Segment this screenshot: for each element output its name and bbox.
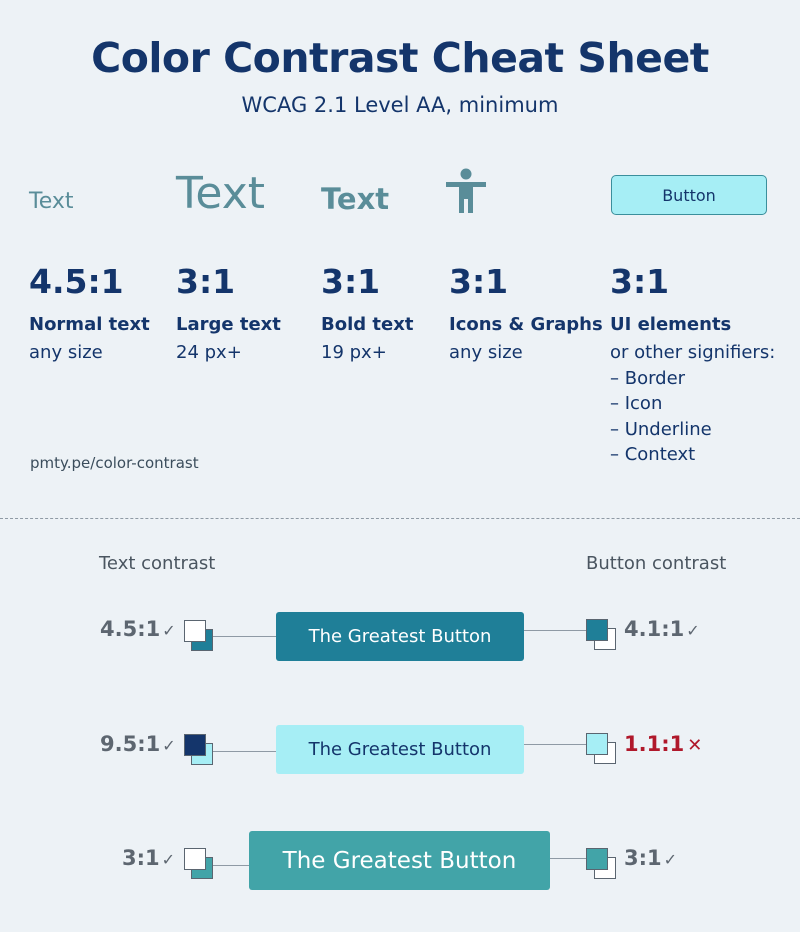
text-ratio-value: 4.5:1 — [100, 617, 161, 641]
sample-button[interactable]: Button — [611, 175, 767, 215]
button-ratio-row-3 — [624, 846, 677, 870]
accessibility-person-icon — [445, 168, 487, 214]
desc-ui-elements — [610, 340, 775, 468]
connector-line — [213, 751, 276, 752]
text-ratio-value: 3:1 — [122, 846, 160, 870]
connector-line — [524, 630, 586, 631]
desc-normal-text: any size — [29, 342, 103, 363]
desc-ui-elements-intro: or other signifiers: — [610, 342, 776, 363]
list-item: – Context — [610, 444, 696, 465]
swatch-text — [184, 620, 206, 642]
swatch-button — [586, 848, 608, 870]
sample-large-text: Text — [176, 168, 265, 219]
text-ratio-value: 9.5:1 — [100, 732, 161, 756]
cross-icon: ✕ — [687, 735, 703, 756]
swatch-button — [586, 733, 608, 755]
text-ratio-row-1 — [100, 617, 176, 641]
greatest-button-light[interactable]: The Greatest Button — [276, 725, 524, 774]
category-bold-text: Bold text — [321, 314, 414, 335]
button-ratio-value: 3:1 — [624, 846, 662, 870]
list-item: – Border — [610, 367, 686, 389]
desc-bold-text: 19 px+ — [321, 342, 387, 363]
button-ratio-value: 1.1:1 — [624, 732, 685, 756]
ratio-icons-graphs: 3:1 — [449, 262, 509, 301]
greatest-button-teal[interactable]: The Greatest Button — [276, 612, 524, 661]
swatch-text — [184, 734, 206, 756]
connector-line — [524, 744, 586, 745]
category-normal-text: Normal text — [29, 314, 150, 335]
category-icons-graphs: Icons & Graphs — [449, 314, 603, 335]
sample-bold-text: Text — [321, 182, 390, 216]
greatest-button-large[interactable]: The Greatest Button — [249, 831, 550, 890]
sample-normal-text: Text — [29, 189, 74, 214]
text-ratio-row-3 — [122, 846, 175, 870]
page-title: Color Contrast Cheat Sheet — [91, 34, 709, 82]
check-icon: ✓ — [162, 736, 176, 755]
button-ratio-row-2 — [624, 732, 702, 756]
ratio-bold-text: 3:1 — [321, 262, 381, 301]
check-icon: ✓ — [161, 850, 176, 869]
list-item: – Icon — [610, 393, 663, 414]
swatch-button — [586, 619, 608, 641]
swatch-text — [184, 848, 206, 870]
text-contrast-heading: Text contrast — [99, 553, 216, 574]
ratio-ui-elements: 3:1 — [610, 262, 670, 301]
check-icon: ✓ — [686, 621, 700, 640]
desc-large-text: 24 px+ — [176, 342, 242, 363]
source-link[interactable]: pmty.pe/color-contrast — [30, 454, 199, 472]
desc-icons-graphs: any size — [449, 342, 523, 363]
category-large-text: Large text — [176, 314, 281, 335]
connector-line — [213, 636, 276, 637]
text-ratio-row-2 — [100, 732, 176, 756]
check-icon: ✓ — [663, 850, 678, 869]
ratio-normal-text: 4.5:1 — [29, 262, 124, 301]
check-icon: ✓ — [162, 621, 176, 640]
category-ui-elements: UI elements — [610, 314, 732, 335]
dashed-divider — [0, 518, 800, 519]
button-ratio-value: 4.1:1 — [624, 617, 685, 641]
connector-line — [550, 858, 586, 859]
page-subtitle: WCAG 2.1 Level AA, minimum — [241, 93, 559, 117]
button-contrast-heading: Button contrast — [586, 553, 727, 574]
button-ratio-row-1 — [624, 617, 700, 641]
connector-line — [213, 865, 249, 866]
ratio-large-text: 3:1 — [176, 262, 236, 301]
list-item: – Underline — [610, 418, 712, 440]
